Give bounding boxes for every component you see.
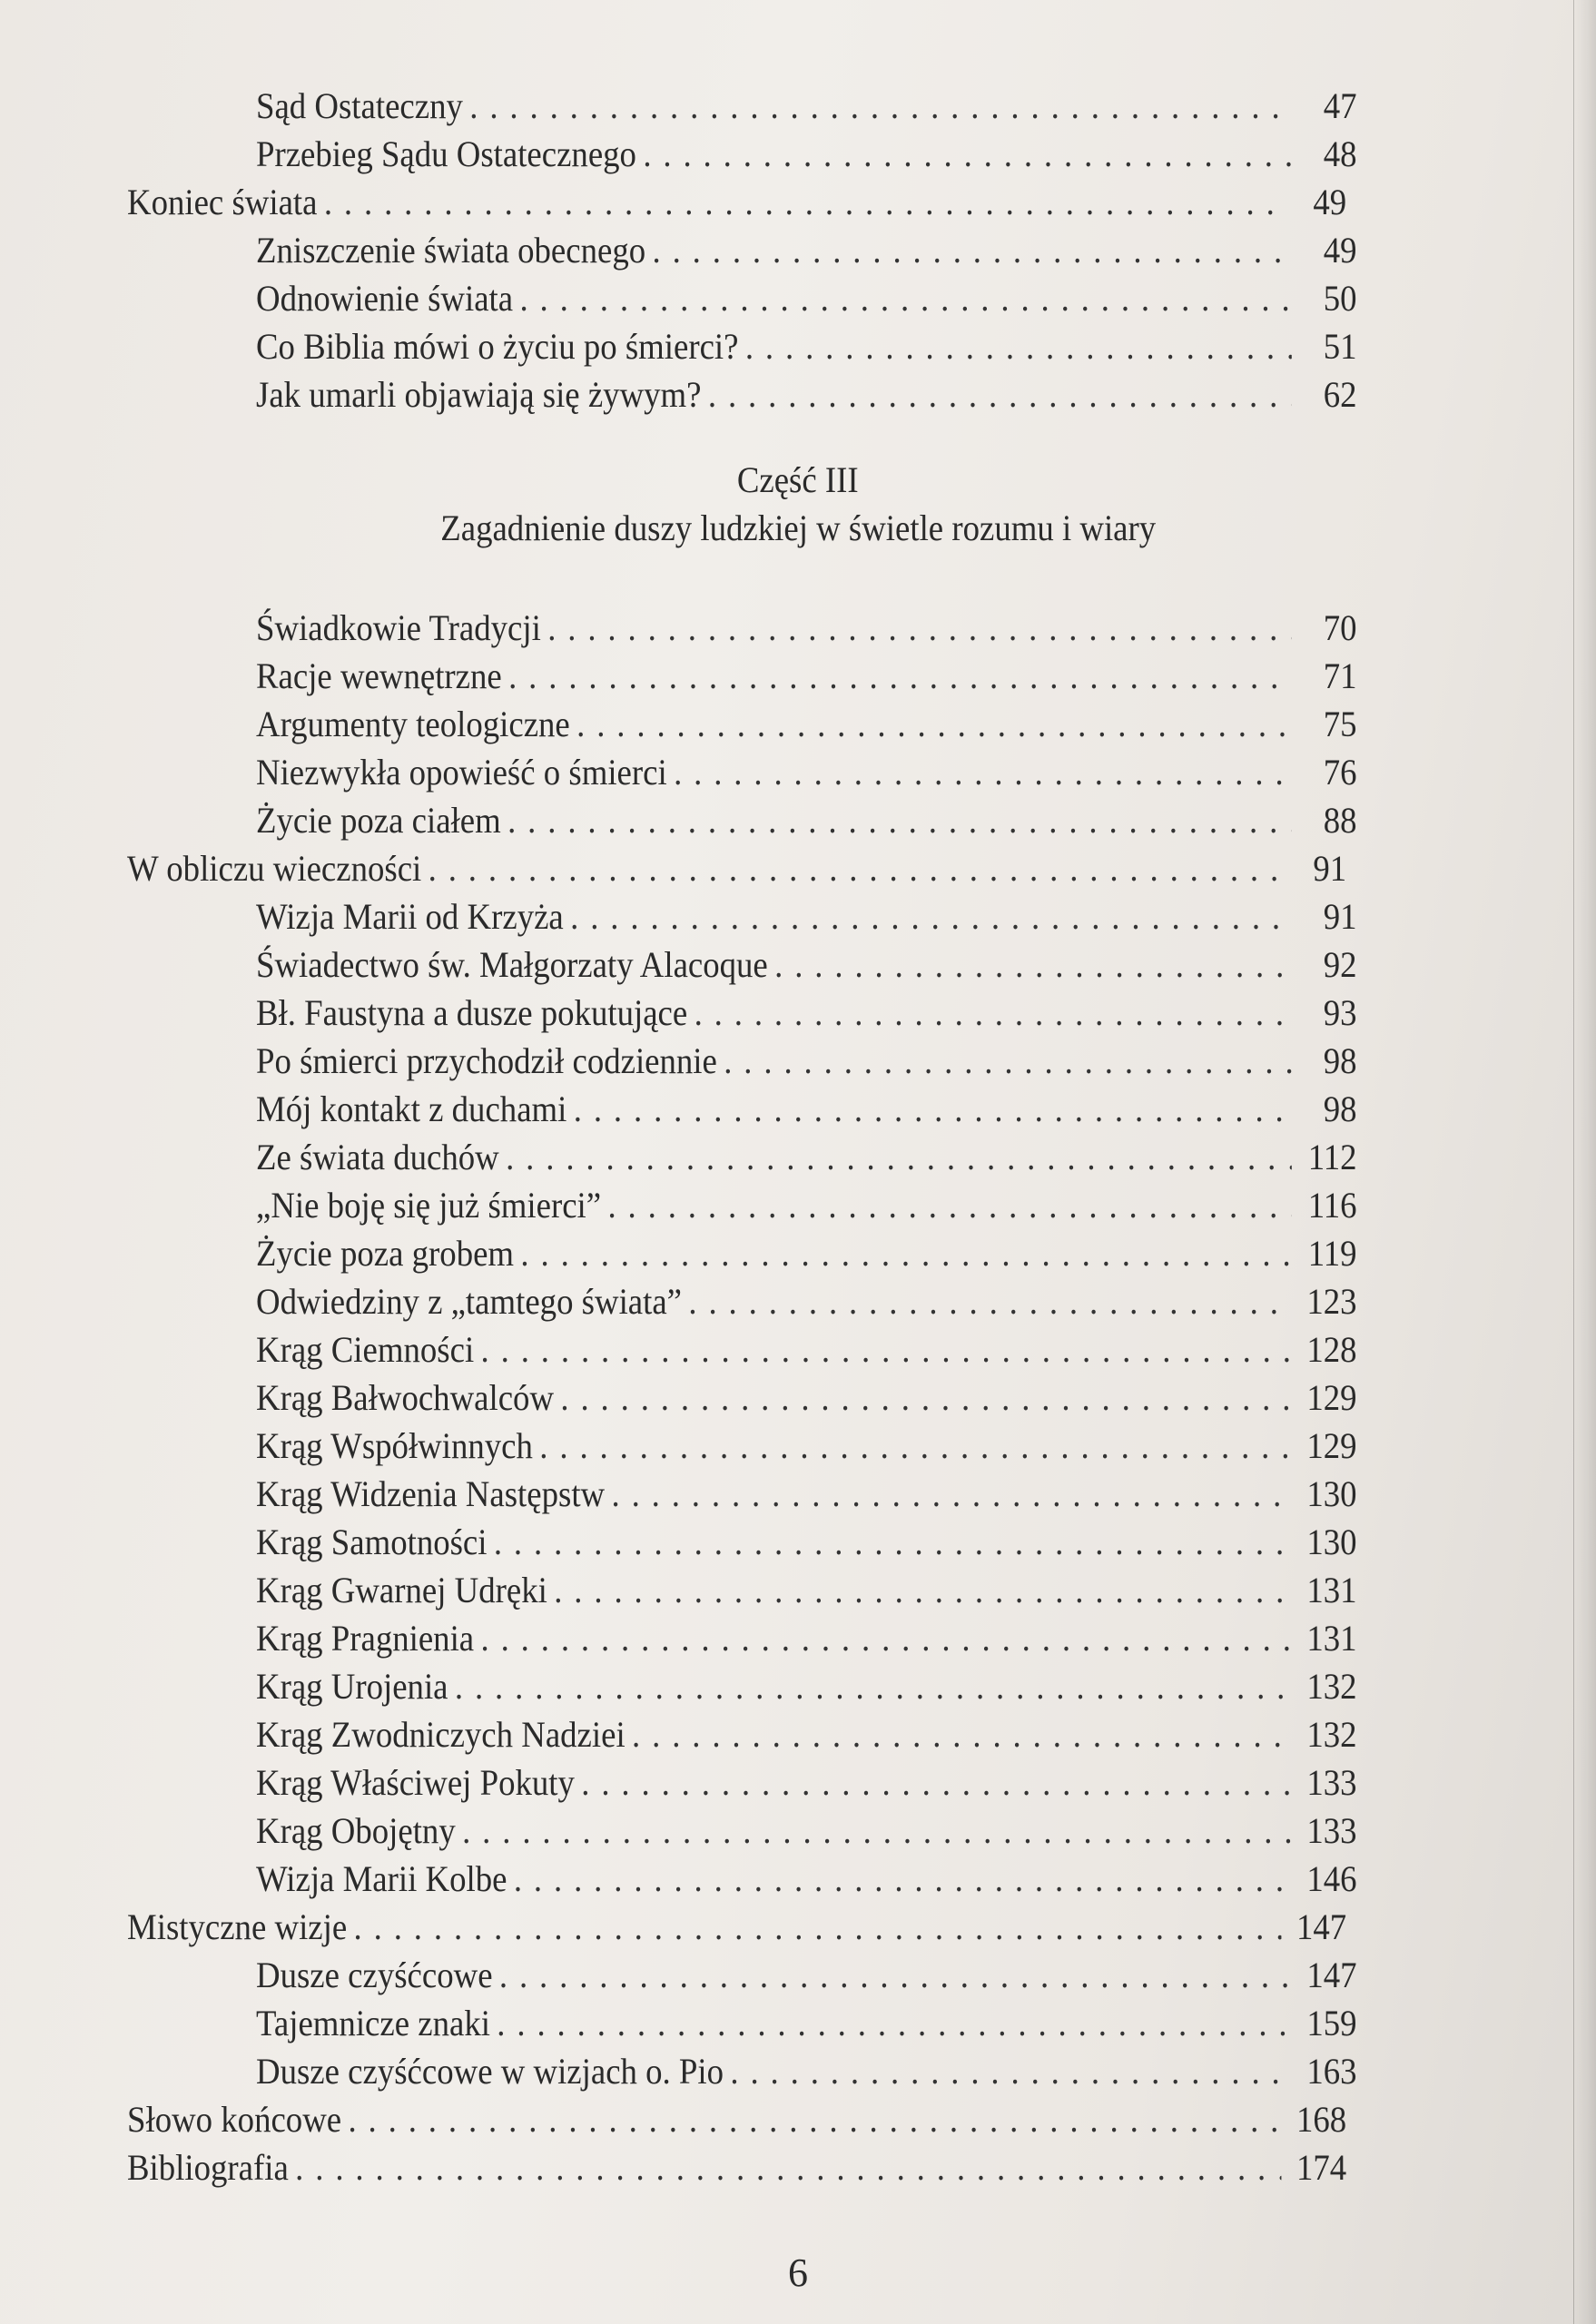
- toc-entry-title: Krąg Gwarnej Udręki: [256, 1570, 547, 1610]
- toc-entry-title: Wizja Marii Kolbe: [256, 1858, 507, 1899]
- toc-entry-page: 47: [1323, 85, 1357, 126]
- part-subtitle: Zagadnienie duszy ludzkiej w świetle rozumu i wiary: [440, 507, 1156, 548]
- dot-leader: [539, 1422, 1292, 1470]
- toc-entry-title: Racje wewnętrzne: [256, 655, 502, 696]
- toc-entry: [256, 1999, 1357, 2047]
- toc-entry-page: 129: [1306, 1425, 1357, 1466]
- toc-entry-title: Świadkowie Tradycji: [256, 607, 541, 648]
- toc-entry: [256, 1566, 1357, 1614]
- dot-leader: [480, 1614, 1291, 1662]
- dot-leader: [508, 652, 1292, 700]
- toc-entry: [256, 1470, 1357, 1518]
- toc-entry-page: 88: [1323, 800, 1357, 841]
- toc-entry-title: Zniszczenie świata obecnego: [256, 230, 646, 271]
- toc-entry-title: Bibliografia: [127, 2147, 289, 2188]
- toc-entry-page: 51: [1323, 326, 1357, 367]
- toc-entry-page: 146: [1306, 1858, 1357, 1899]
- toc-entry: [256, 1710, 1357, 1758]
- toc-entry: [256, 1807, 1357, 1855]
- dot-leader: [514, 1855, 1292, 1903]
- toc-entry: [256, 322, 1357, 370]
- toc-entry-title: Sąd Ostateczny: [256, 85, 463, 126]
- toc-entry: [256, 796, 1357, 844]
- toc-entry-title: Mój kontakt z duchami: [256, 1088, 567, 1129]
- toc-entry: [256, 1951, 1357, 1999]
- toc-entry: [127, 844, 1346, 892]
- dot-leader: [324, 178, 1282, 226]
- toc-entry-title: Życie poza grobem: [256, 1233, 515, 1274]
- dot-leader: [547, 604, 1292, 652]
- toc-entry-title: Krąg Zwodniczych Nadziei: [256, 1714, 626, 1755]
- toc-entry-page: 132: [1306, 1666, 1357, 1707]
- toc-entry-title: W obliczu wieczności: [127, 848, 422, 889]
- dot-leader: [643, 130, 1291, 178]
- dot-leader: [745, 322, 1292, 370]
- toc-entry: [256, 1758, 1357, 1807]
- toc-entry-page: 98: [1323, 1040, 1357, 1081]
- toc-entry-page: 123: [1306, 1281, 1357, 1322]
- toc-entry-title: Argumenty teologiczne: [256, 704, 570, 744]
- dot-leader: [497, 1999, 1291, 2047]
- toc-entry-page: 49: [1323, 230, 1357, 271]
- toc-entry-page: 91: [1313, 848, 1347, 889]
- toc-entry-page: 168: [1296, 2099, 1347, 2140]
- toc-entry-title: „Nie boję się już śmierci”: [256, 1185, 602, 1226]
- dot-leader: [295, 2143, 1281, 2191]
- dot-leader: [481, 1325, 1292, 1374]
- dot-leader: [581, 1758, 1292, 1807]
- toc-entry: [256, 1085, 1357, 1133]
- dot-leader: [570, 892, 1292, 940]
- toc-entry-page: 130: [1306, 1473, 1357, 1514]
- toc-entry-title: Świadectwo św. Małgorzaty Alacoque: [256, 944, 768, 985]
- toc-entry-title: Dusze czyśćcowe: [256, 1955, 493, 1995]
- dot-leader: [730, 2047, 1291, 2095]
- toc-entry-title: Słowo końcowe: [127, 2099, 342, 2140]
- dot-leader: [462, 1807, 1292, 1855]
- toc-entry: [256, 1325, 1357, 1374]
- toc-entry: [256, 1277, 1357, 1325]
- toc-entry-page: 159: [1306, 2003, 1357, 2043]
- dot-leader: [774, 940, 1292, 989]
- part-label: Część III: [737, 459, 859, 500]
- toc-entry-title: Krąg Bałwochwalców: [256, 1377, 555, 1418]
- toc-entry: [256, 1518, 1357, 1566]
- dot-leader: [688, 1277, 1291, 1325]
- dot-leader: [632, 1710, 1292, 1758]
- toc-entry-title: Życie poza ciałem: [256, 800, 501, 841]
- toc-entry: [256, 1422, 1357, 1470]
- toc-entry-title: Krąg Samotności: [256, 1521, 488, 1562]
- toc-entry-title: Ze świata duchów: [256, 1137, 499, 1177]
- dot-leader: [695, 989, 1292, 1037]
- page-number: 6: [788, 2250, 808, 2295]
- toc-entry-page: 62: [1323, 374, 1357, 415]
- dot-leader: [724, 1037, 1292, 1085]
- toc-entry-title: Mistyczne wizje: [127, 1906, 348, 1947]
- toc-entry: [256, 1037, 1357, 1085]
- dot-leader: [607, 1181, 1291, 1229]
- toc-entry-page: 48: [1323, 133, 1357, 174]
- toc-entry: [256, 892, 1357, 940]
- toc-entry-page: 147: [1296, 1906, 1347, 1947]
- toc-entry-page: 112: [1307, 1137, 1357, 1177]
- toc-entry-title: Koniec świata: [127, 182, 318, 222]
- toc-entry-title: Jak umarli objawiają się żywym?: [256, 374, 702, 415]
- dot-leader: [494, 1518, 1292, 1566]
- toc-entry: [256, 1374, 1357, 1422]
- toc-entry: [127, 2095, 1346, 2143]
- page-edge: [1573, 0, 1596, 2324]
- toc-entry-page: 49: [1313, 182, 1347, 222]
- toc-entry: [256, 989, 1357, 1037]
- toc-entry-title: Krąg Właściwej Pokuty: [256, 1762, 575, 1803]
- toc-entry-title: Krąg Widzenia Następstw: [256, 1473, 606, 1514]
- toc-entry: [256, 1662, 1357, 1710]
- toc-entry-page: 130: [1306, 1521, 1357, 1562]
- toc-entry-page: 70: [1323, 607, 1357, 648]
- toc-entry-page: 163: [1306, 2051, 1357, 2092]
- toc-entry-page: 119: [1307, 1233, 1357, 1274]
- toc-entry-title: Krąg Urojenia: [256, 1666, 448, 1707]
- toc-entry-title: Krąg Współwinnych: [256, 1425, 533, 1466]
- toc-entry-title: Krąg Pragnienia: [256, 1618, 475, 1659]
- toc-entry: [256, 940, 1357, 989]
- dot-leader: [499, 1951, 1292, 1999]
- toc-entry: [127, 178, 1346, 226]
- dot-leader: [519, 274, 1291, 322]
- dot-leader: [507, 796, 1292, 844]
- dot-leader: [708, 370, 1292, 419]
- toc-entry-title: Odnowienie świata: [256, 278, 514, 319]
- toc-entry-title: Co Biblia mówi o życiu po śmierci?: [256, 326, 739, 367]
- toc-entry-title: Odwiedziny z „tamtego świata”: [256, 1281, 683, 1322]
- toc-entry: [256, 1855, 1357, 1903]
- dot-leader: [429, 844, 1282, 892]
- toc-entry: [256, 748, 1357, 796]
- toc-entry-page: 116: [1307, 1185, 1357, 1226]
- toc-entry-page: 50: [1323, 278, 1357, 319]
- toc-entry-page: 76: [1323, 752, 1357, 793]
- toc-entry-page: 75: [1323, 704, 1357, 744]
- toc-entry-page: 91: [1323, 896, 1357, 937]
- toc-entry-title: Krąg Ciemności: [256, 1329, 475, 1370]
- dot-leader: [574, 1085, 1292, 1133]
- toc-entry-title: Bł. Faustyna a dusze pokutujące: [256, 992, 688, 1033]
- toc-entry-page: 129: [1306, 1377, 1357, 1418]
- toc-entry-page: 133: [1306, 1762, 1357, 1803]
- toc-entry-title: Dusze czyśćcowe w wizjach o. Pio: [256, 2051, 724, 2092]
- toc-entry-page: 71: [1323, 655, 1357, 696]
- dot-leader: [506, 1133, 1292, 1181]
- toc-entry-page: 133: [1306, 1810, 1357, 1851]
- dot-leader: [469, 82, 1292, 130]
- dot-leader: [354, 1903, 1282, 1951]
- toc-entry: [256, 274, 1357, 322]
- toc-entry-page: 128: [1306, 1329, 1357, 1370]
- toc-entry-title: Krąg Obojętny: [256, 1810, 456, 1851]
- toc-entry: [256, 1614, 1357, 1662]
- toc-entry: [256, 370, 1357, 419]
- toc-entry: [256, 700, 1357, 748]
- toc-entry: [256, 130, 1357, 178]
- toc-entry-page: 132: [1306, 1714, 1357, 1755]
- dot-leader: [652, 226, 1291, 274]
- toc-entry: [127, 1903, 1346, 1951]
- toc-entry-title: Wizja Marii od Krzyża: [256, 896, 564, 937]
- toc-entry: [256, 2047, 1357, 2095]
- toc-entry-page: 131: [1306, 1570, 1357, 1610]
- toc-entry-page: 93: [1323, 992, 1357, 1033]
- toc-entry-page: 174: [1296, 2147, 1347, 2188]
- dot-leader: [560, 1374, 1291, 1422]
- toc-entry: [256, 82, 1357, 130]
- toc-entry: [127, 2143, 1346, 2191]
- toc-entry: [256, 604, 1357, 652]
- toc-entry-title: Przebieg Sądu Ostatecznego: [256, 133, 636, 174]
- toc-entry: [256, 226, 1357, 274]
- toc-entry-page: 98: [1323, 1088, 1357, 1129]
- dot-leader: [611, 1470, 1291, 1518]
- toc-entry: [256, 1133, 1357, 1181]
- dot-leader: [520, 1229, 1291, 1277]
- dot-leader: [576, 700, 1292, 748]
- toc-entry-page: 147: [1306, 1955, 1357, 1995]
- dot-leader: [455, 1662, 1292, 1710]
- toc-entry-title: Tajemnicze znaki: [256, 2003, 490, 2043]
- toc-entry-page: 92: [1323, 944, 1357, 985]
- toc-entry-title: Po śmierci przychodził codziennie: [256, 1040, 717, 1081]
- toc-entry: [256, 652, 1357, 700]
- toc-entry: [256, 1229, 1357, 1277]
- dot-leader: [554, 1566, 1292, 1614]
- dot-leader: [348, 2095, 1281, 2143]
- toc-entry-page: 131: [1306, 1618, 1357, 1659]
- toc-entry-title: Niezwykła opowieść o śmierci: [256, 752, 667, 793]
- toc-entry: [256, 1181, 1357, 1229]
- dot-leader: [674, 748, 1292, 796]
